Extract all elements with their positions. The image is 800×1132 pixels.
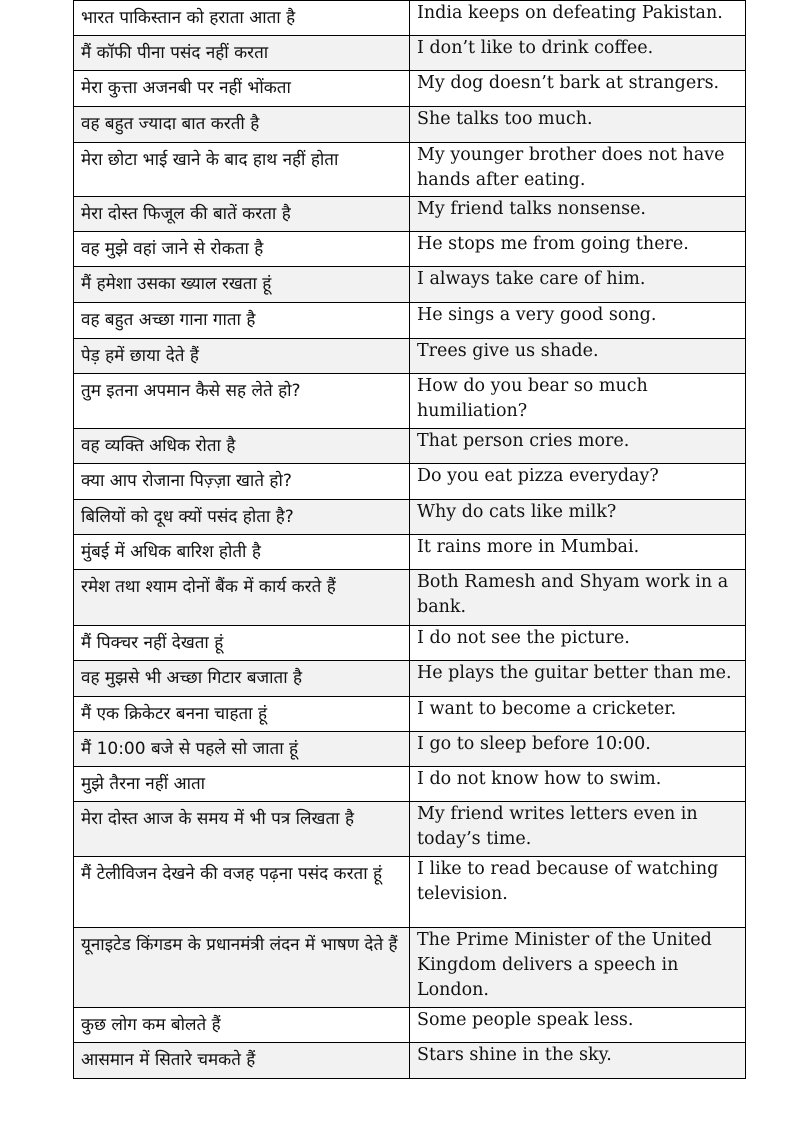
table-row [74,339,746,374]
translation-table [73,0,746,1079]
table-row [74,1043,746,1079]
english-translation: He stops me from going there. [410,232,746,267]
hindi-sentence: वह बहुत अच्छा गाना गाता है [74,303,410,339]
english-translation: My dog doesn’t bark at strangers. [410,71,746,107]
english-translation: Do you eat pizza everyday? [410,464,746,500]
english-translation: I do not see the picture. [410,626,746,661]
english-translation: Some people speak less. [410,1008,746,1043]
english-translation: I go to sleep before 10:00. [410,732,746,767]
english-translation: My friend writes letters even in today’s time. [410,802,746,857]
hindi-sentence: मैं टेलीविजन देखने की वजह पढ़ना पसंद करता हूं [74,857,410,928]
english-translation: I like to read because of watching television. [410,857,746,928]
table-row [74,802,746,857]
table-row [74,429,746,464]
table-row [74,661,746,697]
hindi-sentence: मुंबई में अधिक बारिश होती है [74,535,410,570]
table-row [74,143,746,197]
table-row [74,535,746,570]
hindi-sentence: मेरा दोस्त आज के समय में भी पत्र लिखता है [74,802,410,857]
hindi-sentence: मैं कॉफी पीना पसंद नहीं करता [74,36,410,71]
hindi-sentence: मेरा छोटा भाई खाने के बाद हाथ नहीं होता [74,143,410,197]
english-translation: He plays the guitar better than me. [410,661,746,697]
hindi-sentence: मुझे तैरना नहीं आता [74,767,410,802]
table-row [74,71,746,107]
english-translation: India keeps on defeating Pakistan. [410,1,746,36]
table-row [74,267,746,303]
sentence-sheet [73,0,745,1079]
hindi-sentence: भारत पाकिस्तान को हराता आता है [74,1,410,36]
hindi-sentence: रमेश तथा श्याम दोनों बैंक में कार्य करते हैं [74,570,410,626]
english-translation: Both Ramesh and Shyam work in a bank. [410,570,746,626]
hindi-sentence: मेरा दोस्त फिजूल की बातें करता है [74,197,410,232]
hindi-sentence: वह व्यक्ति अधिक रोता है [74,429,410,464]
table-body [74,1,746,1079]
hindi-sentence: कुछ लोग कम बोलते हैं [74,1008,410,1043]
hindi-sentence: वह बहुत ज्यादा बात करती है [74,107,410,143]
english-translation: I don’t like to drink coffee. [410,36,746,71]
hindi-sentence: मैं पिक्चर नहीं देखता हूं [74,626,410,661]
hindi-sentence: आसमान में सितारे चमकते हैं [74,1043,410,1079]
english-translation: My friend talks nonsense. [410,197,746,232]
hindi-sentence: क्या आप रोजाना पिज़्ज़ा खाते हो? [74,464,410,500]
table-row [74,36,746,71]
hindi-sentence: वह मुझे वहां जाने से रोकता है [74,232,410,267]
english-translation: I want to become a cricketer. [410,697,746,732]
hindi-sentence: यूनाइटेड किंगडम के प्रधानमंत्री लंदन में भाषण देते हैं [74,928,410,1008]
table-row [74,303,746,339]
table-row [74,928,746,1008]
hindi-sentence: वह मुझसे भी अच्छा गिटार बजाता है [74,661,410,697]
hindi-sentence: पेड़ हमें छाया देते हैं [74,339,410,374]
english-translation: I do not know how to swim. [410,767,746,802]
english-translation: Trees give us shade. [410,339,746,374]
table-row [74,767,746,802]
table-row [74,857,746,928]
english-translation: I always take care of him. [410,267,746,303]
hindi-sentence: मेरा कुत्ता अजनबी पर नहीं भोंकता [74,71,410,107]
table-row [74,464,746,500]
english-translation: Stars shine in the sky. [410,1043,746,1079]
english-translation: It rains more in Mumbai. [410,535,746,570]
table-row [74,697,746,732]
english-translation: He sings a very good song. [410,303,746,339]
hindi-sentence: मैं 10:00 बजे से पहले सो जाता हूं [74,732,410,767]
table-row [74,732,746,767]
table-row [74,570,746,626]
table-row [74,1008,746,1043]
table-row [74,107,746,143]
table-row [74,500,746,535]
english-translation: Why do cats like milk? [410,500,746,535]
english-translation: She talks too much. [410,107,746,143]
english-translation: How do you bear so much humiliation? [410,374,746,429]
hindi-sentence: मैं एक क्रिकेटर बनना चाहता हूं [74,697,410,732]
table-row [74,197,746,232]
english-translation: My younger brother does not have hands after eating. [410,143,746,197]
english-translation: That person cries more. [410,429,746,464]
hindi-sentence: तुम इतना अपमान कैसे सह लेते हो? [74,374,410,429]
table-row [74,626,746,661]
table-row [74,1,746,36]
english-translation: The Prime Minister of the United Kingdom delivers a speech in London. [410,928,746,1008]
hindi-sentence: मैं हमेशा उसका ख्याल रखता हूं [74,267,410,303]
hindi-sentence: बिलियों को दूध क्यों पसंद होता है? [74,500,410,535]
table-row [74,232,746,267]
table-row [74,374,746,429]
